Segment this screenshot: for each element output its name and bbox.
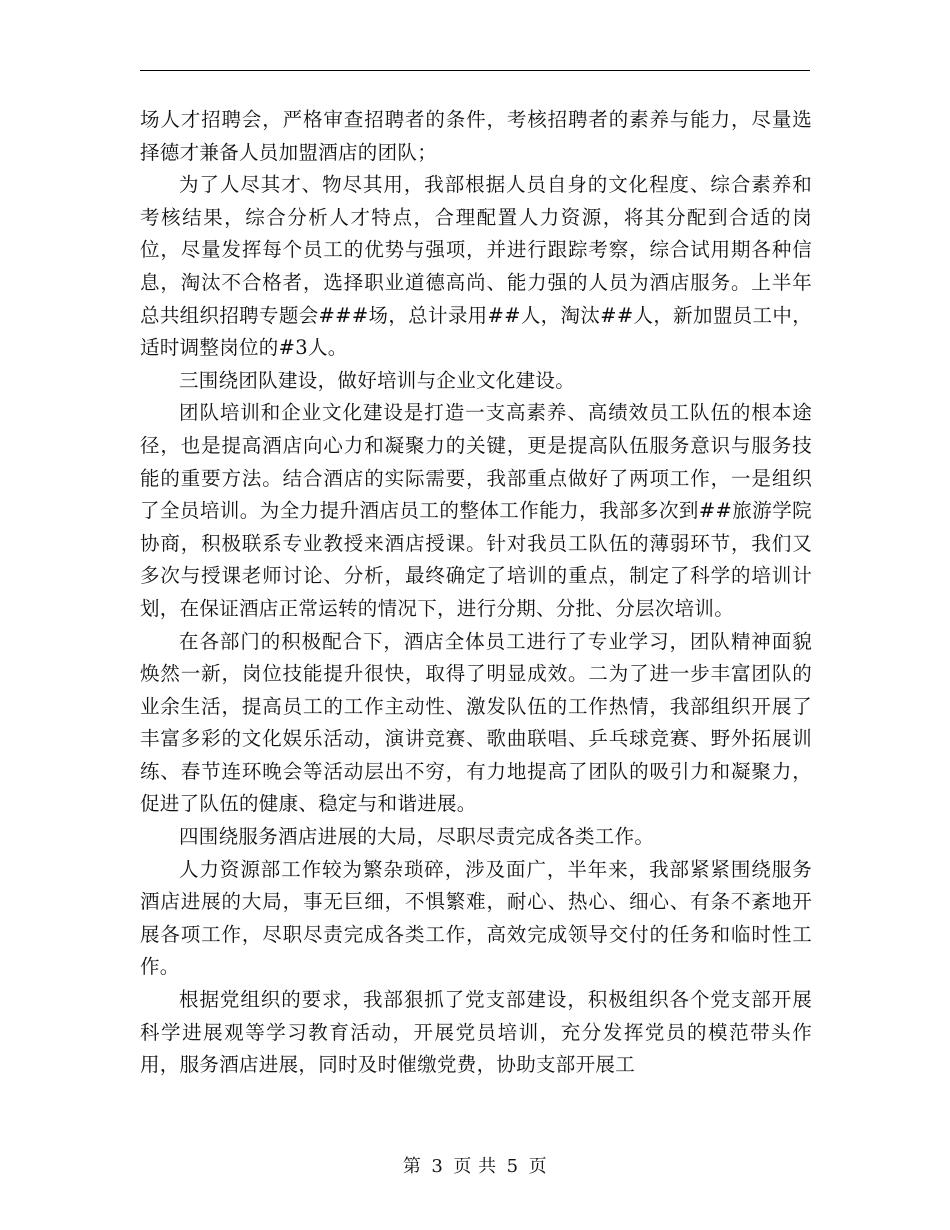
document-body — [140, 104, 812, 1082]
paragraph: 根据党组织的要求，我部狠抓了党支部建设，积极组织各个党支部开展科学进展观等学习教育活动，开展党员培训，充分发挥党员的模范带头作用，服务酒店进展，同时及时催缴党费，协助支部开展工 — [140, 988, 812, 1077]
paragraph: 为了人尽其才、物尽其用，我部根据人员自身的文化程度、综合素养和考核结果，综合分析人才特点，合理配置人力资源，将其分配到合适的岗位，尽量发挥每个员工的优势与强项，并进行跟踪考察，综合试用期各种信息，淘汰不合格者，选择职业道德高尚、能力强的人员为酒店服务。上半年总共组织招聘专题会###场，总计录用##人，淘汰##人，新加盟员工中，适时调整岗位的#3人。 — [140, 173, 812, 360]
page-middle: 页 共 — [453, 1156, 497, 1177]
paragraph: 在各部门的积极配合下，酒店全体员工进行了专业学习，团队精神面貌焕然一新，岗位技能提升很快，取得了明显成效。二为了进一步丰富团队的业余生活，提高员工的工作主动性、激发队伍的工作热情，我部组织开展了丰富多彩的文化娱乐活动，演讲竞赛、歌曲联唱、乒乓球竞赛、野外拓展训练、春节连环晚会等活动层出不穷，有力地提高了团队的吸引力和凝聚力，促进了队伍的健康、稳定与和谐进展。 — [140, 629, 812, 816]
page-current: 3 — [431, 1156, 444, 1177]
paragraph: 场人才招聘会，严格审查招聘者的条件，考核招聘者的素养与能力，尽量选择德才兼备人员加盟酒店的团队； — [140, 108, 812, 164]
section-heading: 三围绕团队建设，做好培训与企业文化建设。 — [179, 368, 576, 392]
paragraph: 人力资源部工作较为繁杂琐碎，涉及面广，半年来，我部紧紧围绕服务酒店进展的大局，事无巨细，不惧繁难，耐心、热心、细心、有条不紊地开展各项工作，尽职尽责完成各类工作，高效完成领导交付的任务和临时性工作。 — [140, 857, 812, 979]
page-number-footer — [0, 1152, 950, 1178]
page-prefix: 第 — [402, 1156, 422, 1177]
paragraph: 团队培训和企业文化建设是打造一支高素养、高绩效员工队伍的根本途径，也是提高酒店向心力和凝聚力的关键，更是提高队伍服务意识与服务技能的重要方法。结合酒店的实际需要，我部重点做好了两项工作，一是组织了全员培训。为全力提升酒店员工的整体工作能力，我部多次到##旅游学院协商，积极联系专业教授来酒店授课。针对我员工队伍的薄弱环节，我们又多次与授课老师讨论、分析，最终确定了培训的重点，制定了科学的培训计划，在保证酒店正常运转的情况下，进行分期、分批、分层次培训。 — [140, 401, 812, 620]
page-suffix: 页 — [528, 1156, 548, 1177]
header-rule — [140, 70, 810, 71]
section-heading: 四围绕服务酒店进展的大局，尽职尽责完成各类工作。 — [179, 825, 655, 849]
page-total: 5 — [506, 1156, 519, 1177]
